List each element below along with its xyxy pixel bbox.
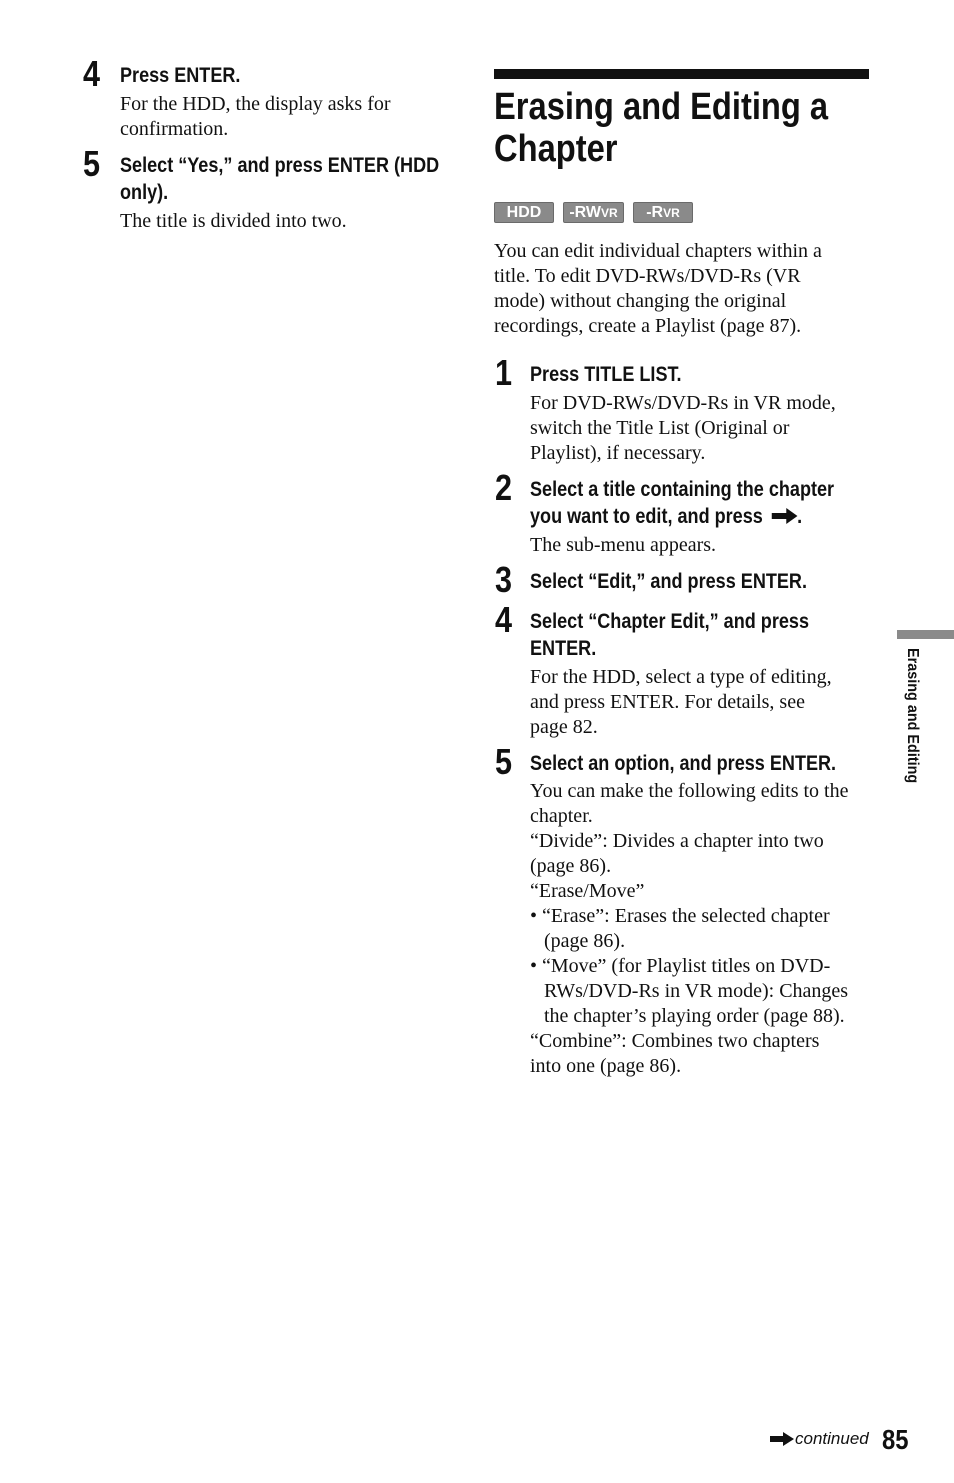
- side-tab-label: Erasing and Editing: [904, 648, 921, 784]
- step-number: 5: [495, 741, 513, 782]
- bullet-item: • “Erase”: Erases the selected chapter: [530, 905, 830, 927]
- right-arrow-icon: [771, 508, 797, 524]
- step-body: You can make the following edits to the chapter. “Divide”: Divides a chapter into two (page 86). “Erase/Move” • “Erase”: Erases the selected chapter (page 86). • “Move” (for Playlist titles on DVD- RWs/DVD-Rs in VR mode): Changes the chapter’s playing order (page 88). “Combine”: Combines two chapters into one (page 86).: [530, 779, 875, 1079]
- step-heading: Select “Chapter Edit,” and press ENTER.: [530, 610, 810, 660]
- step-number: 3: [495, 559, 513, 600]
- intro-text: You can edit individual chapters within a title. To edit DVD-RWs/DVD-Rs (VR mode) without changing the original recordings, create a Playlist (page 87).: [494, 240, 822, 337]
- right-arrow-icon: [770, 1432, 794, 1446]
- title-rule: [494, 69, 869, 79]
- step-heading: Select a title containing the chapter you want to edit, and press .: [530, 478, 835, 528]
- hdd-badge: HDD: [494, 202, 554, 223]
- rwvr-badge: -RW VR: [563, 202, 624, 223]
- side-tab-bar: [897, 630, 954, 639]
- step-body: The sub-menu appears.: [530, 534, 717, 556]
- step-number: 5: [83, 143, 101, 184]
- step-heading: Press ENTER.: [120, 64, 241, 87]
- rvr-badge: -R VR: [633, 202, 693, 223]
- step-heading: Press TITLE LIST.: [530, 363, 682, 386]
- step-heading: Select “Yes,” and press ENTER (HDD only).: [120, 154, 440, 204]
- step-body: For the HDD, select a type of editing, and press ENTER. For details, see page 82.: [530, 666, 832, 738]
- page-title: Erasing and Editing a Chapter: [494, 86, 829, 170]
- step-body: The title is divided into two.: [120, 210, 347, 232]
- step-number: 4: [495, 599, 513, 640]
- step-number: 4: [83, 53, 101, 94]
- step-body: For DVD-RWs/DVD-Rs in VR mode, switch the Title List (Original or Playlist), if necessary.: [530, 392, 836, 464]
- bullet-item: • “Move” (for Playlist titles on DVD-: [530, 955, 831, 977]
- step-body: For the HDD, the display asks for confirmation.: [120, 93, 391, 140]
- step-heading: Select an option, and press ENTER.: [530, 752, 837, 775]
- page-number: 85: [882, 1424, 909, 1455]
- step-number: 2: [495, 467, 513, 508]
- step-number: 1: [495, 352, 513, 393]
- continued-note: continued: [770, 1429, 869, 1449]
- step-heading: Select “Edit,” and press ENTER.: [530, 570, 808, 593]
